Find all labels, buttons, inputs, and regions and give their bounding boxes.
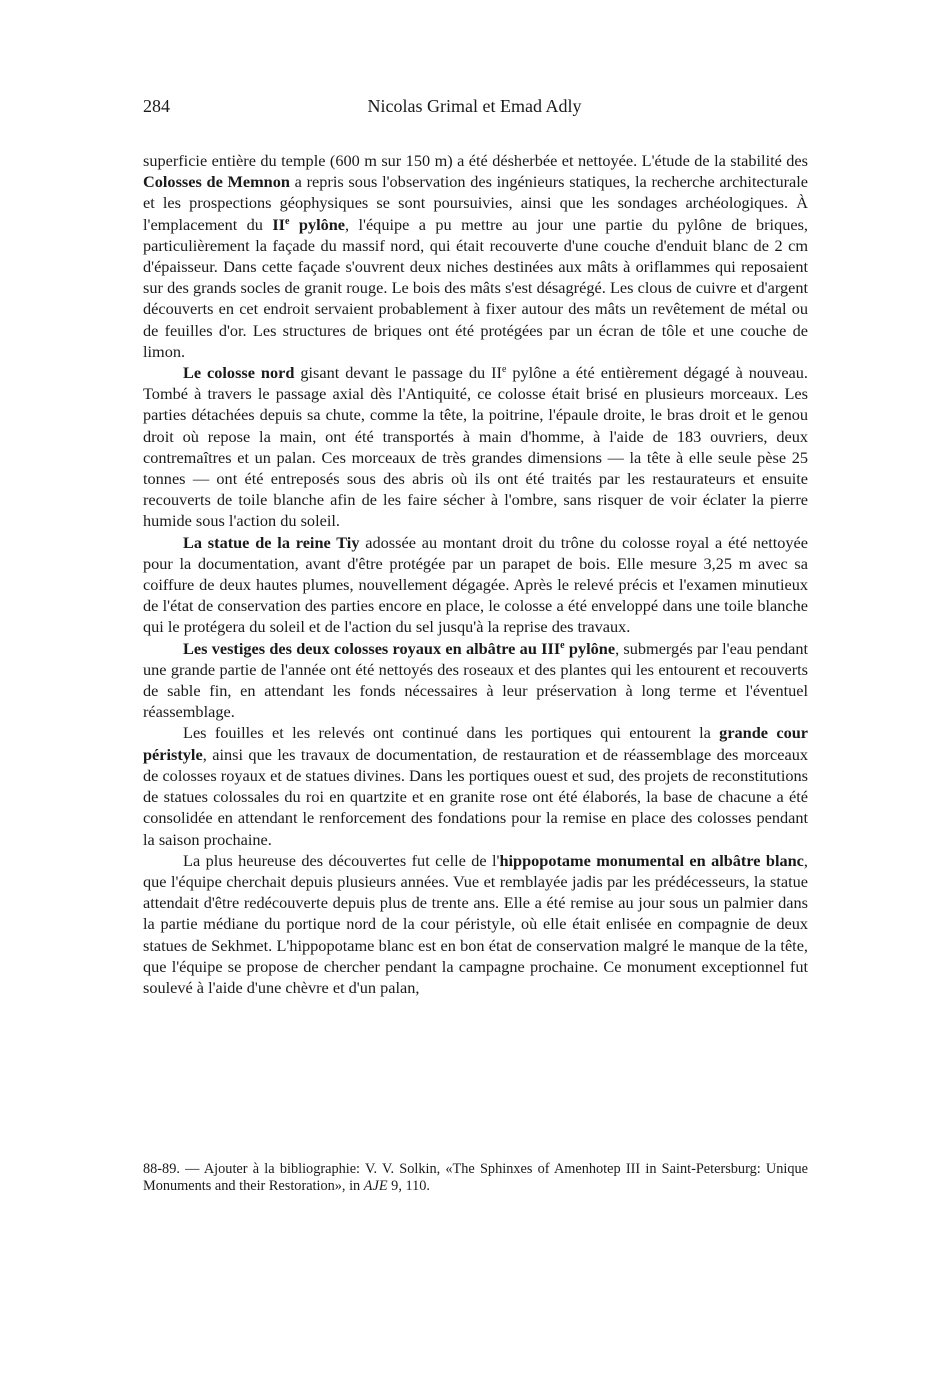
text-run: 88-89. — Ajouter à la bibliographie: V. V. Solkin, «The Sphinxes of Amenhotep III in Saint-Petersburg: Unique Monuments and their Restoration», in [143,1161,808,1194]
bold-text: Le colosse nord [183,363,295,383]
bold-text: II [272,214,286,234]
text-run: e [501,364,507,376]
page-number: 284 [143,96,170,116]
bold-text: Colosses de Memnon [143,172,290,192]
text-run: adossée au montant droit du trône du colosse royal a été nettoyée pour la documentation, avant d'être protégée par un parapet de bois. Elle mesure 3,25 m avec sa coiffure de deux hautes plumes, nouvellement dégagée. Après le relevé précis et l'examen minutieux de l'état de conservation des parties encore en place, le colosse a été enveloppé dans une toile blanche qui le protégera du soleil et de l'action du sel jusqu'à la reprise des travaux. [143,532,809,637]
bold-text: grande cour péristyle [143,723,809,764]
text-run: gisant devant le passage du II [294,363,502,383]
body-text [143,150,808,998]
bold-text: La statue de la reine Tiy [183,532,360,552]
text-run: , que l'équipe cherchait depuis plusieurs années. Vue et remblayée jadis par les prédécesseurs, la statue attendait d'être redécouverte depuis plus de trente ans. Elle a été remise au jour sous un palmier dans la partie médiane du portique nord de la cour péristyle, où elle était enlisée en compagnie de deux statues de Sekhmet. L'hippopotame blanc est en bon état de conservation malgré le manque de la tête, que l'équipe se propose de chercher pendant la campagne prochaine. Ce monument exceptionnel fut soulevé à l'aide d'une chèvre et d'un palan, [143,850,808,997]
bold-text: pylône [289,214,346,234]
bold-text: hippopotame monumental en albâtre blanc [499,850,804,870]
footnote [143,1161,808,1195]
paragraph [143,850,808,998]
bold-text: e [285,215,290,227]
paragraph [143,532,808,638]
running-title: Nicolas Grimal et Emad Adly [367,96,582,116]
bold-text: Les vestiges des deux colosses royaux en albâtre au III [183,638,561,658]
text-run: , ainsi que les travaux de documentation, de restauration et de réassemblage des morceaux de colosses royaux et de statues divines. Dans les portiques ouest et sud, des projets de reconstitutions de statues colossales du roi en quartzite et en granite rose ont été élaborés, la base de chacune a été consolidée en attendant le renforcement des fondations pour la remise en place des colosses pendant la saison prochaine. [143,744,808,849]
text-run: , l'équipe a pu mettre au jour une partie du pylône de briques, particulièrement la façade du massif nord, qui était recouverte d'une couche d'enduit blanc de 2 cm d'épaisseur. Dans cette façade s'ouvrent deux niches destinées aux mâts à oriflammes qui reposaient sur des grands socles de granit rouge. Le bois des mâts s'est désagrégé. Les clous de cuivre et d'argent découverts en cet endroit servaient probablement à fixer autour des mâts un revêtement de métal ou de feuilles d'or. Les structures de briques ont été protégées par un écran de tôle et une couche de limon. [143,214,808,361]
paragraph [143,362,808,532]
text-run: a repris sous l'observation des ingénieurs statiques, la recherche architecturale et les prospections géophysiques se sont poursuivies, ainsi que les sondages archéologiques. À l'emplacement du [143,172,808,234]
footnote-text [143,1161,808,1195]
text-run: La plus heureuse des découvertes fut celle de l' [183,850,500,870]
bold-text: pylône [564,638,616,658]
text-run: 9, 110. [387,1178,430,1194]
paragraph [143,150,808,362]
italic-text: AJE [363,1178,388,1194]
text-run: superficie entière du temple (600 m sur 150 m) a été désherbée et nettoyée. L'étude de la stabilité des [143,151,808,170]
paragraph [143,638,808,723]
bold-text: e [560,639,565,651]
text-run: , submergés par l'eau pendant une grande partie de l'année ont été nettoyés des roseaux et des plantes qui les entourent et recouverts de sable fin, en attendant les fonds nécessaires à leur préservation à long terme et l'éventuel réassemblage. [143,638,808,722]
text-run: Les fouilles et les relevés ont continué dans les portiques qui entourent la [183,723,720,743]
text-run: pylône a été entièrement dégagé à nouveau. Tombé à travers le passage axial dès l'Antiquité, ce colosse était brisé en plusieurs morceaux. Les parties détachées depuis sa chute, comme la tête, la poitrine, l'épaule droite, le bras droit et le genou droit où repose la main, ont été transportés à main d'homme, à l'aide de 183 ouvriers, deux contremaîtres et un palan. Ces morceaux de très grandes dimensions — la tête à elle seule pèse 25 tonnes — ont été entreposés sous des abris où ils ont été traités par les restaurateurs et ensuite recouverts de toile blanche afin de les faire sécher à l'ombre, sans risquer de voir éclater la pierre humide sous l'action du soleil. [143,363,808,531]
paragraph [143,722,808,849]
